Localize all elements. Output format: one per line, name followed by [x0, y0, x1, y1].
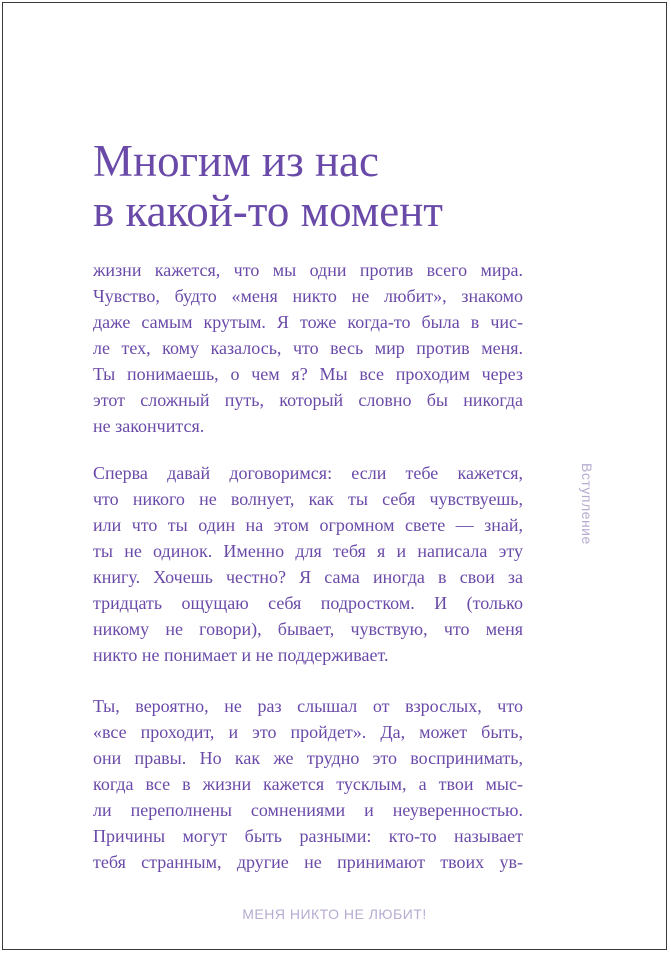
text-line: тридцать ощущаю себя подростком. И (только [93, 593, 523, 613]
running-footer: МЕНЯ НИКТО НЕ ЛЮБИТ! [242, 906, 427, 922]
section-side-label: Вступление [579, 463, 595, 545]
text-line: не закончится. [93, 416, 205, 436]
heading-line: Многим из нас [93, 136, 379, 186]
text-line: даже самым крутым. Я тоже когда-то была в чис- [93, 312, 523, 332]
text-line: ле тех, кому казалось, что весь мир против меня. [93, 338, 523, 358]
text-line: или что ты один на этом огромном свете — знай, [93, 515, 523, 535]
text-line: тебя странным, другие не принимают твоих ув- [93, 852, 523, 872]
heading-line: в какой-то момент [93, 186, 443, 236]
text-line: Ты понимаешь, о чем я? Мы все проходим через [93, 364, 523, 384]
text-line: никто не понимает и не поддерживает. [93, 645, 389, 665]
text-line: они правы. Но как же трудно это воспринимать, [93, 748, 523, 768]
text-line: никому не говори), бывает, чувствую, что меня [93, 619, 523, 639]
text-line: Ты, вероятно, не раз слышал от взрослых, что [93, 696, 523, 716]
text-line: Сперва давай договоримся: если тебе кажется, [93, 463, 523, 483]
text-line: этот сложный путь, который словно бы никогда [93, 390, 523, 410]
paragraph [93, 693, 523, 875]
text-line: ли переполнены сомнениями и неуверенностью. [93, 800, 523, 820]
text-line: Чувство, будто «меня никто не любит», знакомо [93, 286, 523, 306]
chapter-heading [93, 136, 443, 236]
text-line: жизни кажется, что мы одни против всего мира. [93, 260, 523, 280]
text-line: когда все в жизни кажется тусклым, а твои мыс- [93, 774, 523, 794]
text-line: что никого не волнует, как ты себя чувствуешь, [93, 489, 523, 509]
text-line: «все проходит, и это пройдет». Да, может быть, [93, 722, 523, 742]
paragraph [93, 460, 523, 668]
book-page [2, 2, 667, 950]
text-line: книгу. Хочешь честно? Я сама иногда в свои за [93, 567, 523, 587]
text-line: ты не одинок. Именно для тебя я и написала эту [93, 541, 523, 561]
text-line: Причины могут быть разными: кто-то называет [93, 826, 523, 846]
paragraph [93, 257, 523, 439]
